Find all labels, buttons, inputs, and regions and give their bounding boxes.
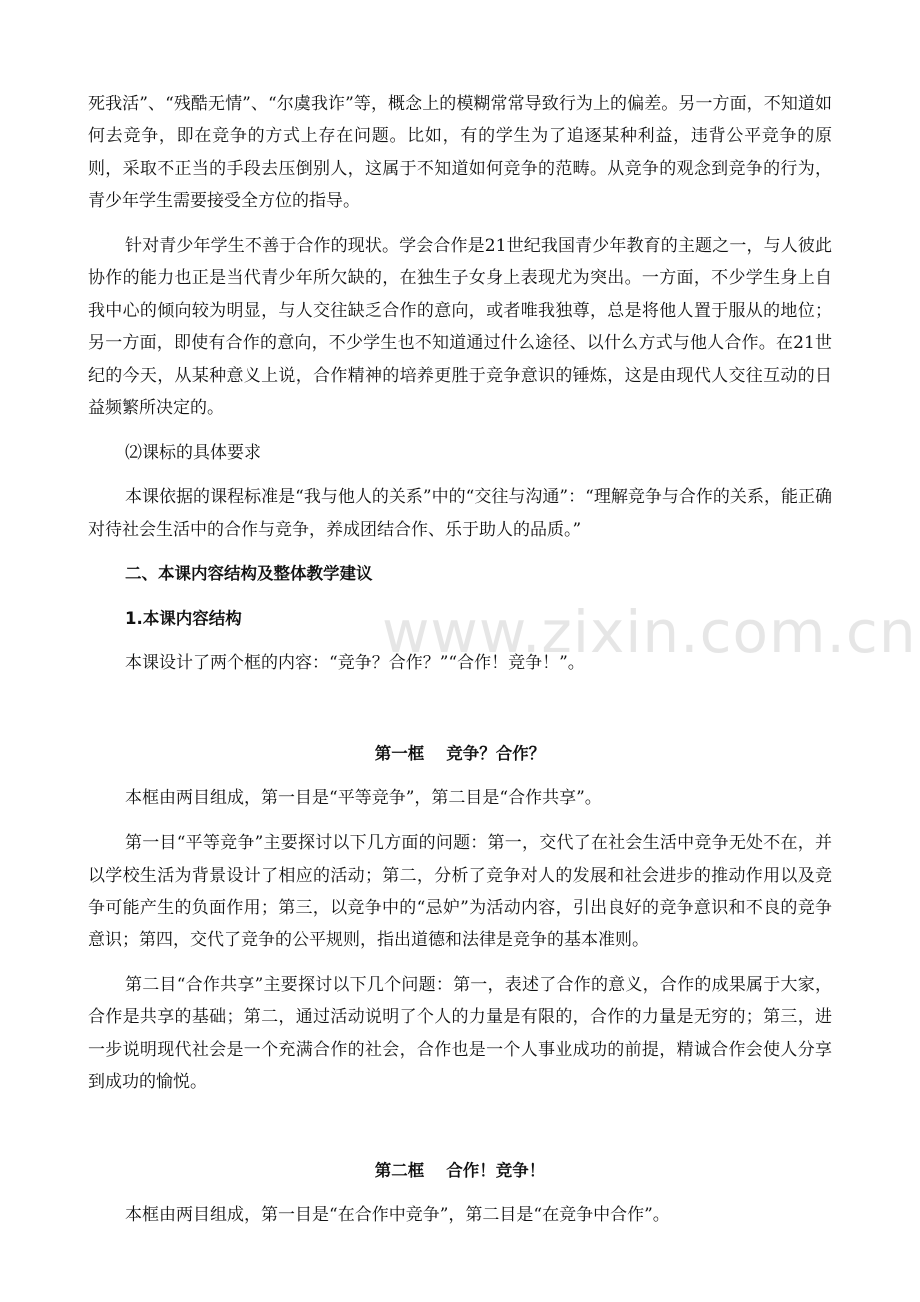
frame-2-name: 合作！竞争！ [446, 1160, 546, 1180]
watermark: www.zixin.com.cn [382, 598, 917, 666]
frame-1-title [88, 738, 832, 770]
paragraph-competition-concept: 死我活”、“残酷无情”、“尔虞我诈”等，概念上的模糊常常导致行为上的偏差。另一方面，不知道如何去竞争，即在竞争的方式上存在问题。比如，有的学生为了追逐某种利益，违背公平竞争的原则，采取不正当的手段去压倒别人，这属于不知道如何竞争的范畴。从竞争的观念到竞争的行为，青少年学生需要接受全方位的指导。 [88, 94, 832, 212]
frame-2-paragraph: 本框由两目组成，第一目是“在合作中竞争”，第二目是“在竞争中合作”。 [125, 1205, 670, 1226]
sub-heading: 1.本课内容结构 [125, 608, 242, 628]
frame-2-label: 第二框 [374, 1160, 425, 1180]
frame-1-label: 第一框 [374, 743, 425, 763]
section-spacer [88, 692, 832, 738]
frame-2-title [88, 1155, 832, 1187]
frame-1-paragraph: 第二目“合作共享”主要探讨以下几个问题：第一，表述了合作的意义，合作的成果属于大家，合作是共享的基础；第二，通过活动说明了个人的力量是有限的，合作的力量是无穷的；第三，进一步说明现代社会是一个充满合作的社会，合作也是一个人事业成功的前提，精诚合作会使人分享到成功的愉悦。 [88, 975, 832, 1093]
section-spacer [88, 1111, 832, 1155]
frame-1-paragraph: 本框由两目组成，第一目是“平等竞争”，第二目是“合作共享”。 [125, 788, 602, 809]
paragraph-curriculum-requirement-heading: ⑵课标的具体要求 [125, 442, 261, 463]
paragraph-structure-intro: 本课设计了两个框的内容：“竞争？合作？”“合作！竞争！”。 [125, 653, 585, 674]
paragraph-cooperation-status: 针对青少年学生不善于合作的现状。学会合作是21世纪我国青少年教育的主题之一，与人彼此协作的能力也正是当代青少年所欠缺的，在独生子女身上表现尤为突出。一方面，不少学生身上自我中心的倾向较为明显，与人交往缺乏合作的意向，或者唯我独尊，总是将他人置于服从的地位；另一方面，即使有合作的意向，不少学生也不知道通过什么途径、以什么方式与他人合作。在21世纪的今天，从某种意义上说，合作精神的培养更胜于竞争意识的锤炼，这是由现代人交往互动的日益频繁所决定的。 [88, 235, 832, 418]
paragraph-curriculum-standard: 本课依据的课程标准是“我与他人的关系”中的“交往与沟通”：“理解竞争与合作的关系，能正确对待社会生活中的合作与竞争，养成团结合作、乐于助人的品质。” [88, 487, 832, 540]
frame-1-paragraph: 第一目“平等竞争”主要探讨以下几方面的问题：第一，交代了在社会生活中竞争无处不在，并以学校生活为背景设计了相应的活动；第二，分析了竞争对人的发展和社会进步的推动作用以及竞争可能产生的负面作用；第三，以竞争中的“忌妒”为活动内容，引出良好的竞争意识和不良的竞争意识；第四，交代了竞争的公平规则，指出道德和法律是竞争的基本准则。 [88, 833, 832, 951]
section-heading: 二、本课内容结构及整体教学建议 [125, 564, 373, 584]
frame-1-name: 竞争？合作？ [446, 743, 546, 763]
document-page [88, 88, 832, 1244]
